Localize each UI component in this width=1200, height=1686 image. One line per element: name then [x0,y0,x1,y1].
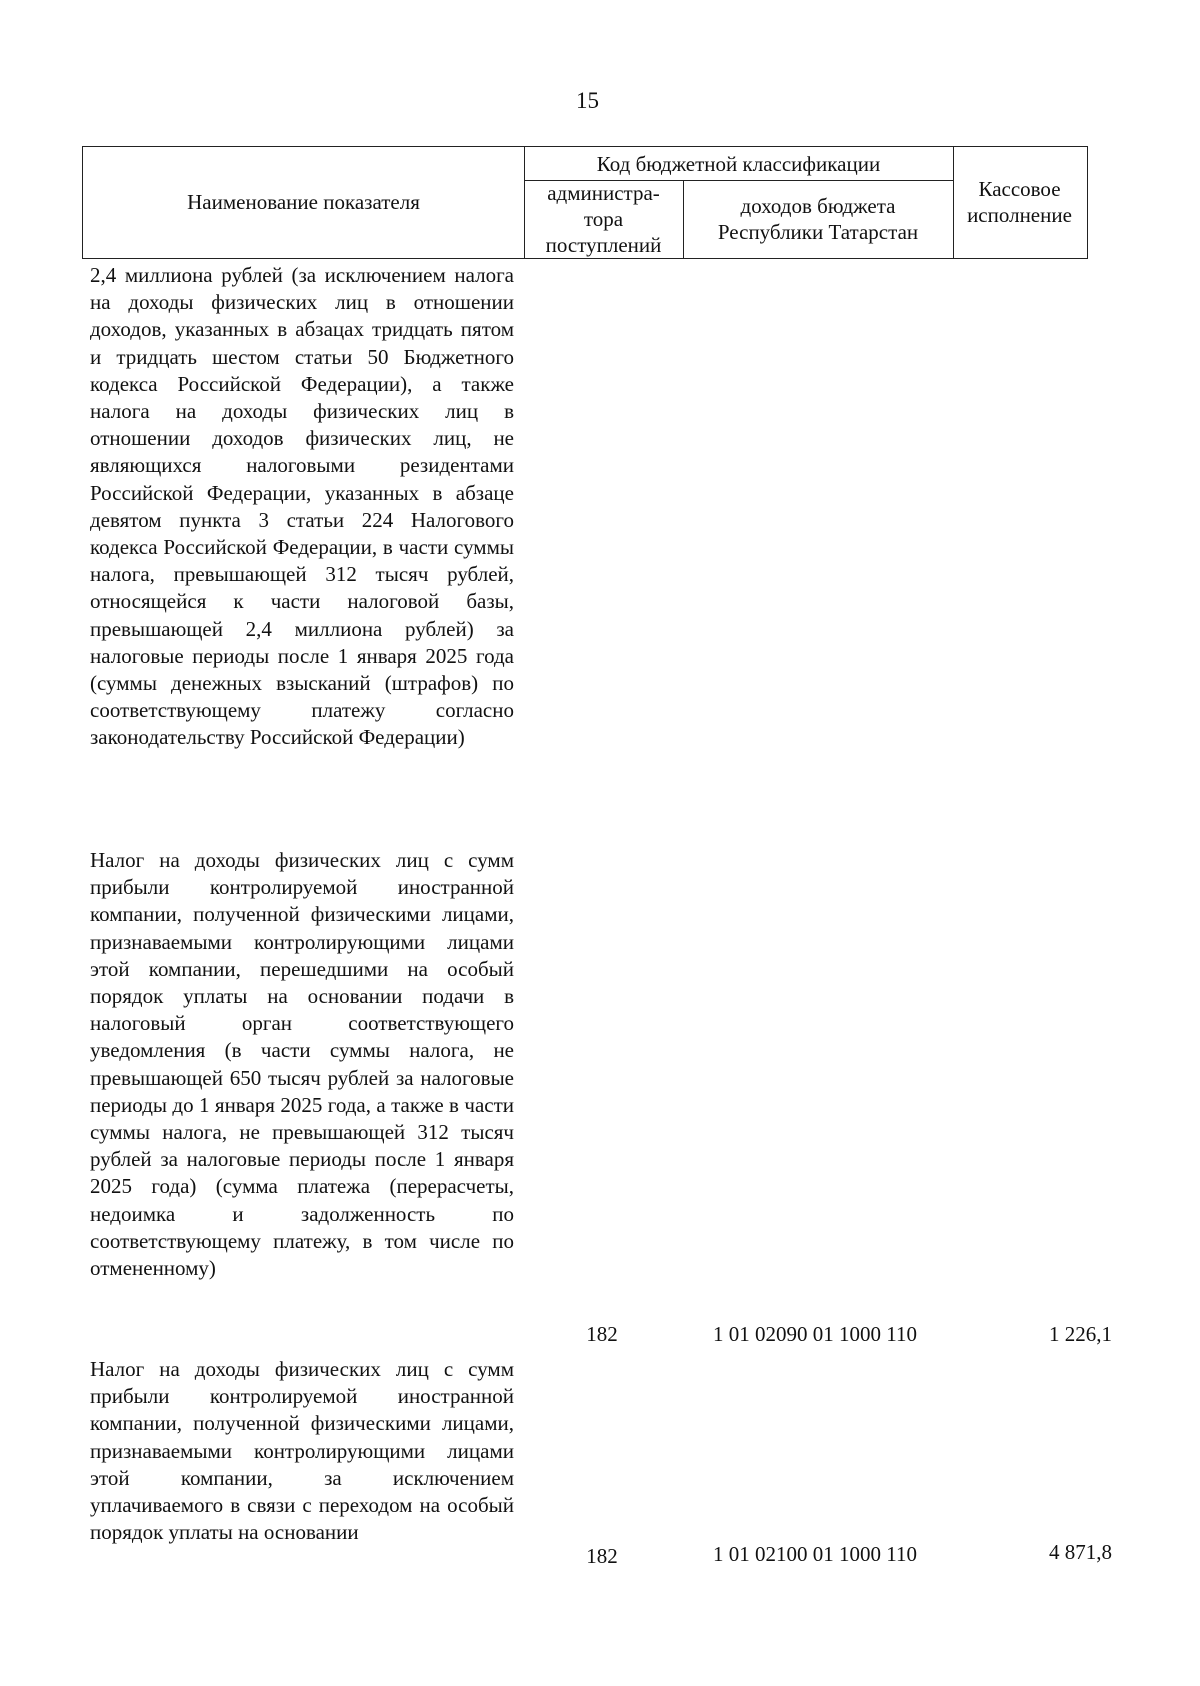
row-name: 2,4 миллиона рублей (за исключением налога на доходы физических лиц в отношении доходов, указанных в абзацах тридцать пятом и тридцать шестом статьи 50 Бюджетного кодекса Российской Федерации), а также налога на доходы физических лиц в отношении доходов физических лиц, не являющихся налоговыми резидентами Российской Федерации, указанных в абзаце девятом пункта 3 статьи 224 Налогового кодекса Российской Федерации, в части суммы налога, превышающей 312 тысяч рублей, относящейся к части налоговой базы, превышающей 2,4 миллиона рублей) за налоговые периоды после 1 января 2025 года (суммы денежных взысканий (штрафов) по соответствующему платежу согласно законодательству Российской Федерации) [90,263,514,750]
row-admin-code: 182 [586,1544,618,1568]
row-budget-code: 1 01 02090 01 1000 110 [713,1322,917,1346]
header-admin-line: поступлений [545,233,662,257]
row-budget-code: 1 01 02100 01 1000 110 [713,1542,917,1566]
row-cash-value: 1 226,1 [1049,1322,1112,1346]
header-income-line: Республики Татарстан [717,220,919,244]
table-header [82,146,1088,259]
row-cash-value: 4 871,8 [1049,1540,1112,1564]
row-name: Налог на доходы физических лиц с сумм прибыли контролируемой иностранной компании, полученной физическими лицами, признаваемыми контролирующими лицами этой компании, за исключением уплачиваемого в связи с переходом на особый порядок уплаты на основании [90,1357,514,1545]
header-admin-line: тора [583,207,624,231]
header-admin-line: администра- [547,181,660,205]
header-cash-line: Кассовое [978,177,1061,201]
header-name-column: Наименование показателя [187,190,420,214]
header-cash-line: исполнение [967,203,1072,227]
header-income-line: доходов бюджета [740,194,896,218]
row-name: Налог на доходы физических лиц с сумм прибыли контролируемой иностранной компании, полученной физическими лицами, признаваемыми контролирующими лицами этой компании, перешедшими на особый порядок уплаты на основании подачи в налоговый орган соответствующего уведомления (в части суммы налога, не превышающей 650 тысяч рублей за налоговые периоды до 1 января 2025 года, а также в части суммы налога, не превышающей 312 тысяч рублей за налоговые периоды после 1 января 2025 года) (сумма платежа (перерасчеты, недоимка и задолженность по соответствующему платежу, в том числе по отмененному) [90,848,514,1281]
header-admin-column [524,181,683,257]
header-code-group: Код бюджетной классификации [596,151,881,176]
header-income-column [683,181,953,257]
page-number: 15 [576,88,599,113]
header-cash-column [953,147,1086,257]
row-admin-code: 182 [586,1322,618,1346]
